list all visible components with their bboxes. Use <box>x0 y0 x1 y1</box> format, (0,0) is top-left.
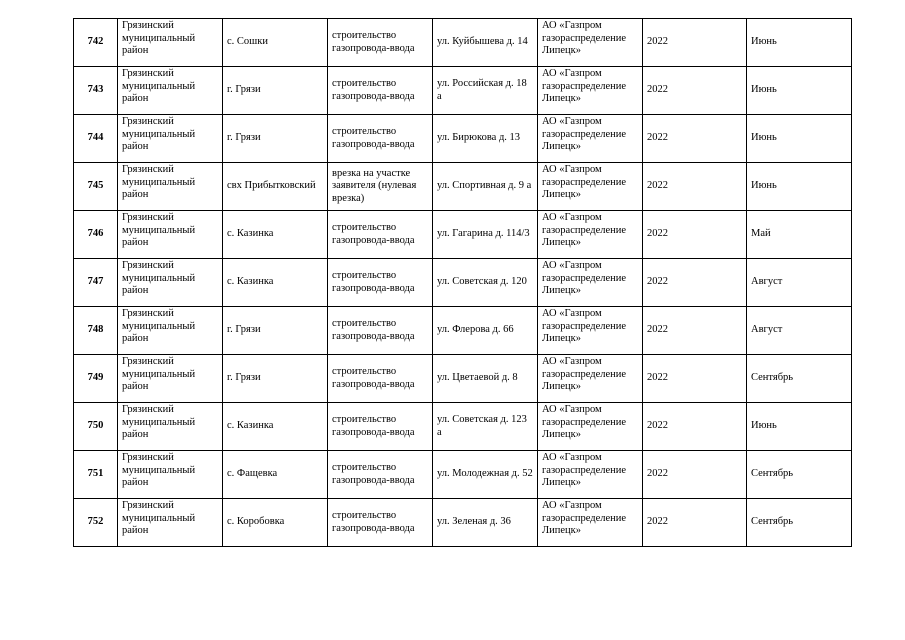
organization-cell: АО «Газпром газораспределение Липецк» <box>538 499 643 547</box>
organization-cell: АО «Газпром газораспределение Липецк» <box>538 355 643 403</box>
work-type-cell: строительство газопровода-ввода <box>328 307 433 355</box>
organization-cell: АО «Газпром газораспределение Липецк» <box>538 259 643 307</box>
work-type-cell: строительство газопровода-ввода <box>328 67 433 115</box>
locality-cell: с. Коробовка <box>223 499 328 547</box>
year-cell: 2022 <box>643 403 747 451</box>
month-cell: Июнь <box>747 19 852 67</box>
month-cell: Август <box>747 259 852 307</box>
district-cell: Грязинский муниципальный район <box>118 115 223 163</box>
table-body <box>74 19 852 547</box>
work-type-cell: строительство газопровода-ввода <box>328 211 433 259</box>
locality-cell: с. Казинка <box>223 259 328 307</box>
row-number: 752 <box>74 499 118 547</box>
month-cell: Июнь <box>747 115 852 163</box>
locality-cell: свх Прибытковский <box>223 163 328 211</box>
organization-cell: АО «Газпром газораспределение Липецк» <box>538 403 643 451</box>
locality-cell: г. Грязи <box>223 115 328 163</box>
row-number: 747 <box>74 259 118 307</box>
address-cell: ул. Куйбышева д. 14 <box>433 19 538 67</box>
address-cell: ул. Российская д. 18 а <box>433 67 538 115</box>
district-cell: Грязинский муниципальный район <box>118 211 223 259</box>
year-cell: 2022 <box>643 355 747 403</box>
row-number: 744 <box>74 115 118 163</box>
month-cell: Сентябрь <box>747 451 852 499</box>
address-cell: ул. Молодежная д. 52 <box>433 451 538 499</box>
address-cell: ул. Спортивная д. 9 а <box>433 163 538 211</box>
table-row <box>74 211 852 259</box>
row-number: 750 <box>74 403 118 451</box>
row-number: 743 <box>74 67 118 115</box>
locality-cell: с. Казинка <box>223 211 328 259</box>
table-row <box>74 259 852 307</box>
locality-cell: г. Грязи <box>223 67 328 115</box>
year-cell: 2022 <box>643 163 747 211</box>
month-cell: Июнь <box>747 403 852 451</box>
table-row <box>74 163 852 211</box>
month-cell: Июнь <box>747 163 852 211</box>
organization-cell: АО «Газпром газораспределение Липецк» <box>538 19 643 67</box>
district-cell: Грязинский муниципальный район <box>118 451 223 499</box>
address-cell: ул. Советская д. 120 <box>433 259 538 307</box>
organization-cell: АО «Газпром газораспределение Липецк» <box>538 163 643 211</box>
work-type-cell: строительство газопровода-ввода <box>328 451 433 499</box>
year-cell: 2022 <box>643 115 747 163</box>
locality-cell: г. Грязи <box>223 355 328 403</box>
month-cell: Май <box>747 211 852 259</box>
year-cell: 2022 <box>643 19 747 67</box>
table-row <box>74 403 852 451</box>
year-cell: 2022 <box>643 307 747 355</box>
row-number: 748 <box>74 307 118 355</box>
month-cell: Июнь <box>747 67 852 115</box>
locality-cell: с. Казинка <box>223 403 328 451</box>
district-cell: Грязинский муниципальный район <box>118 499 223 547</box>
table-row <box>74 307 852 355</box>
district-cell: Грязинский муниципальный район <box>118 67 223 115</box>
work-type-cell: врезка на участке заявителя (нулевая врезка) <box>328 163 433 211</box>
organization-cell: АО «Газпром газораспределение Липецк» <box>538 67 643 115</box>
year-cell: 2022 <box>643 499 747 547</box>
organization-cell: АО «Газпром газораспределение Липецк» <box>538 307 643 355</box>
address-cell: ул. Бирюкова д. 13 <box>433 115 538 163</box>
data-table <box>73 18 852 547</box>
district-cell: Грязинский муниципальный район <box>118 163 223 211</box>
district-cell: Грязинский муниципальный район <box>118 307 223 355</box>
row-number: 751 <box>74 451 118 499</box>
row-number: 749 <box>74 355 118 403</box>
table-row <box>74 451 852 499</box>
address-cell: ул. Цветаевой д. 8 <box>433 355 538 403</box>
locality-cell: г. Грязи <box>223 307 328 355</box>
table-row <box>74 499 852 547</box>
organization-cell: АО «Газпром газораспределение Липецк» <box>538 211 643 259</box>
address-cell: ул. Гагарина д. 114/3 <box>433 211 538 259</box>
row-number: 745 <box>74 163 118 211</box>
year-cell: 2022 <box>643 211 747 259</box>
work-type-cell: строительство газопровода-ввода <box>328 115 433 163</box>
district-cell: Грязинский муниципальный район <box>118 259 223 307</box>
district-cell: Грязинский муниципальный район <box>118 403 223 451</box>
work-type-cell: строительство газопровода-ввода <box>328 403 433 451</box>
table-row <box>74 67 852 115</box>
table-row <box>74 355 852 403</box>
year-cell: 2022 <box>643 259 747 307</box>
organization-cell: АО «Газпром газораспределение Липецк» <box>538 451 643 499</box>
month-cell: Август <box>747 307 852 355</box>
district-cell: Грязинский муниципальный район <box>118 19 223 67</box>
district-cell: Грязинский муниципальный район <box>118 355 223 403</box>
locality-cell: с. Фащевка <box>223 451 328 499</box>
row-number: 742 <box>74 19 118 67</box>
address-cell: ул. Флерова д. 66 <box>433 307 538 355</box>
table-row <box>74 115 852 163</box>
work-type-cell: строительство газопровода-ввода <box>328 259 433 307</box>
month-cell: Сентябрь <box>747 499 852 547</box>
address-cell: ул. Советская д. 123 а <box>433 403 538 451</box>
organization-cell: АО «Газпром газораспределение Липецк» <box>538 115 643 163</box>
year-cell: 2022 <box>643 67 747 115</box>
locality-cell: с. Сошки <box>223 19 328 67</box>
row-number: 746 <box>74 211 118 259</box>
year-cell: 2022 <box>643 451 747 499</box>
month-cell: Сентябрь <box>747 355 852 403</box>
work-type-cell: строительство газопровода-ввода <box>328 355 433 403</box>
address-cell: ул. Зеленая д. 36 <box>433 499 538 547</box>
work-type-cell: строительство газопровода-ввода <box>328 499 433 547</box>
work-type-cell: строительство газопровода-ввода <box>328 19 433 67</box>
table-row <box>74 19 852 67</box>
